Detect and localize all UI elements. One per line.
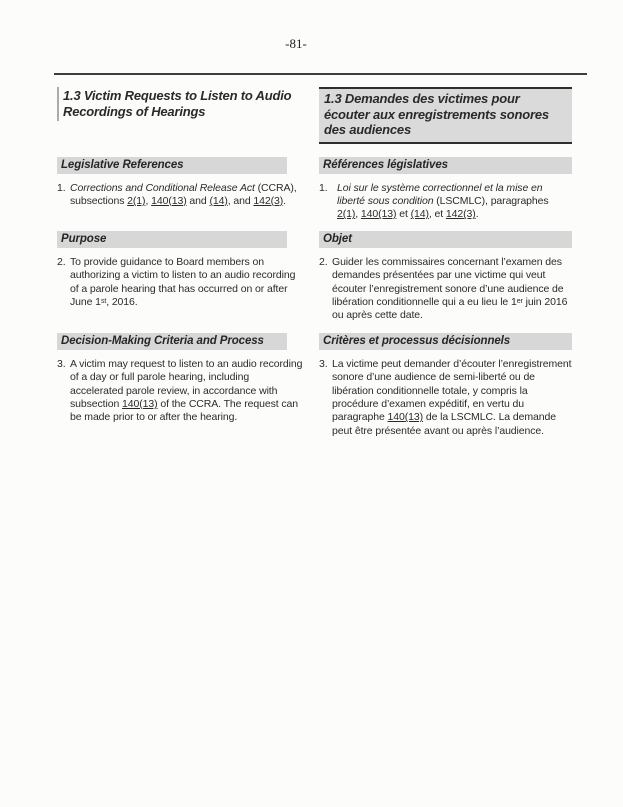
item-text: [332, 358, 572, 438]
text-segment: and: [186, 194, 210, 207]
text-segment: Loi sur le système correctionnel et la mise en liberté sous condition: [337, 181, 543, 207]
section-title-french: 1.3 Demandes des victimes pour écouter aux enregistrements sonores des audiences: [319, 87, 572, 144]
item-text: [332, 256, 572, 323]
list-item: [57, 358, 305, 425]
list-item: [319, 256, 572, 323]
heading-references-legislatives: Références législatives: [319, 157, 572, 174]
text-segment: , and: [227, 194, 254, 207]
section-title-english: 1.3 Victim Requests to Listen to Audio Recordings of Hearings: [57, 87, 299, 121]
heading-objet: Objet: [319, 231, 572, 248]
legal-reference-link[interactable]: 2(1): [127, 194, 146, 207]
item-text: [70, 256, 305, 310]
list-item: [57, 182, 305, 209]
text-segment: ,: [145, 194, 152, 207]
page-number: -81-: [285, 36, 307, 51]
text-segment: de la LSCMLC. La demande peut être présentée avant ou après l’audience.: [332, 411, 556, 437]
item-number: 3.: [57, 357, 66, 370]
item-number: 1.: [319, 181, 328, 194]
text-segment: Guider les commissaires concernant l’examen des demandes présentées par une victime qui veut écouter l’enregistrement sonore d’une audience de libération conditionnelle qui a eu lieu le 1: [332, 255, 564, 308]
item-text: [70, 182, 305, 209]
item-text: [337, 182, 572, 222]
text-segment: ,: [355, 208, 361, 221]
text-segment: .: [283, 194, 286, 207]
item-number: 2.: [57, 255, 66, 268]
item-text: [70, 358, 305, 425]
heading-legislative-references: Legislative References: [57, 157, 287, 174]
text-segment: , et: [428, 208, 446, 221]
text-segment: (CCRA), subsections: [70, 181, 297, 207]
heading-purpose: Purpose: [57, 231, 287, 248]
heading-criteres-processus: Critères et processus décisionnels: [319, 333, 572, 350]
text-segment: st: [100, 297, 107, 305]
text-segment: er: [516, 297, 523, 305]
text-segment: A victim may request to listen to an audio recording of a day or full parole hearing, including accelerated parole review, in accordance with subsection: [70, 357, 303, 410]
text-segment: , 2016.: [106, 295, 138, 308]
legal-reference-link[interactable]: 140(13): [151, 194, 187, 207]
legal-reference-link[interactable]: 140(13): [360, 208, 397, 221]
list-item: [319, 358, 572, 438]
text-segment: (LSCMLC), paragraphes: [433, 194, 549, 207]
list-item: [319, 182, 572, 222]
text-segment: Corrections and Conditional Release Act: [70, 181, 255, 194]
text-segment: juin 2016 ou après cette date.: [332, 295, 568, 322]
legal-reference-link[interactable]: 142(3): [253, 194, 284, 207]
legal-reference-link[interactable]: 142(3): [445, 208, 476, 221]
legal-reference-link[interactable]: 140(13): [122, 397, 158, 410]
text-segment: To provide guidance to Board members on authorizing a victim to listen to an audio recording of a parole hearing that has occurred on or after June 1: [70, 255, 296, 308]
list-item: [57, 256, 305, 310]
legal-reference-link[interactable]: (14): [410, 208, 429, 221]
item-number: 1.: [57, 181, 66, 194]
text-segment: et: [396, 208, 411, 221]
text-segment: of the CCRA. The request can be made prior to or after the hearing.: [70, 397, 298, 424]
bilingual-columns: [57, 87, 572, 438]
legal-reference-link[interactable]: (14): [209, 194, 228, 207]
legal-reference-link[interactable]: 140(13): [387, 411, 424, 424]
heading-decision-making-criteria: Decision-Making Criteria and Process: [57, 333, 287, 350]
text-segment: .: [475, 208, 479, 221]
item-number: 3.: [319, 357, 328, 370]
item-number: 2.: [319, 255, 328, 268]
legal-reference-link[interactable]: 2(1): [337, 208, 356, 221]
header-rule: [54, 73, 587, 75]
text-segment: La victime peut demander d’écouter l’enregistrement sonore d’une audience de semi-liberté ou de libération conditionnelle totale, y compris la procédure d’examen expéditif, en vertu du paragraphe: [332, 357, 572, 424]
